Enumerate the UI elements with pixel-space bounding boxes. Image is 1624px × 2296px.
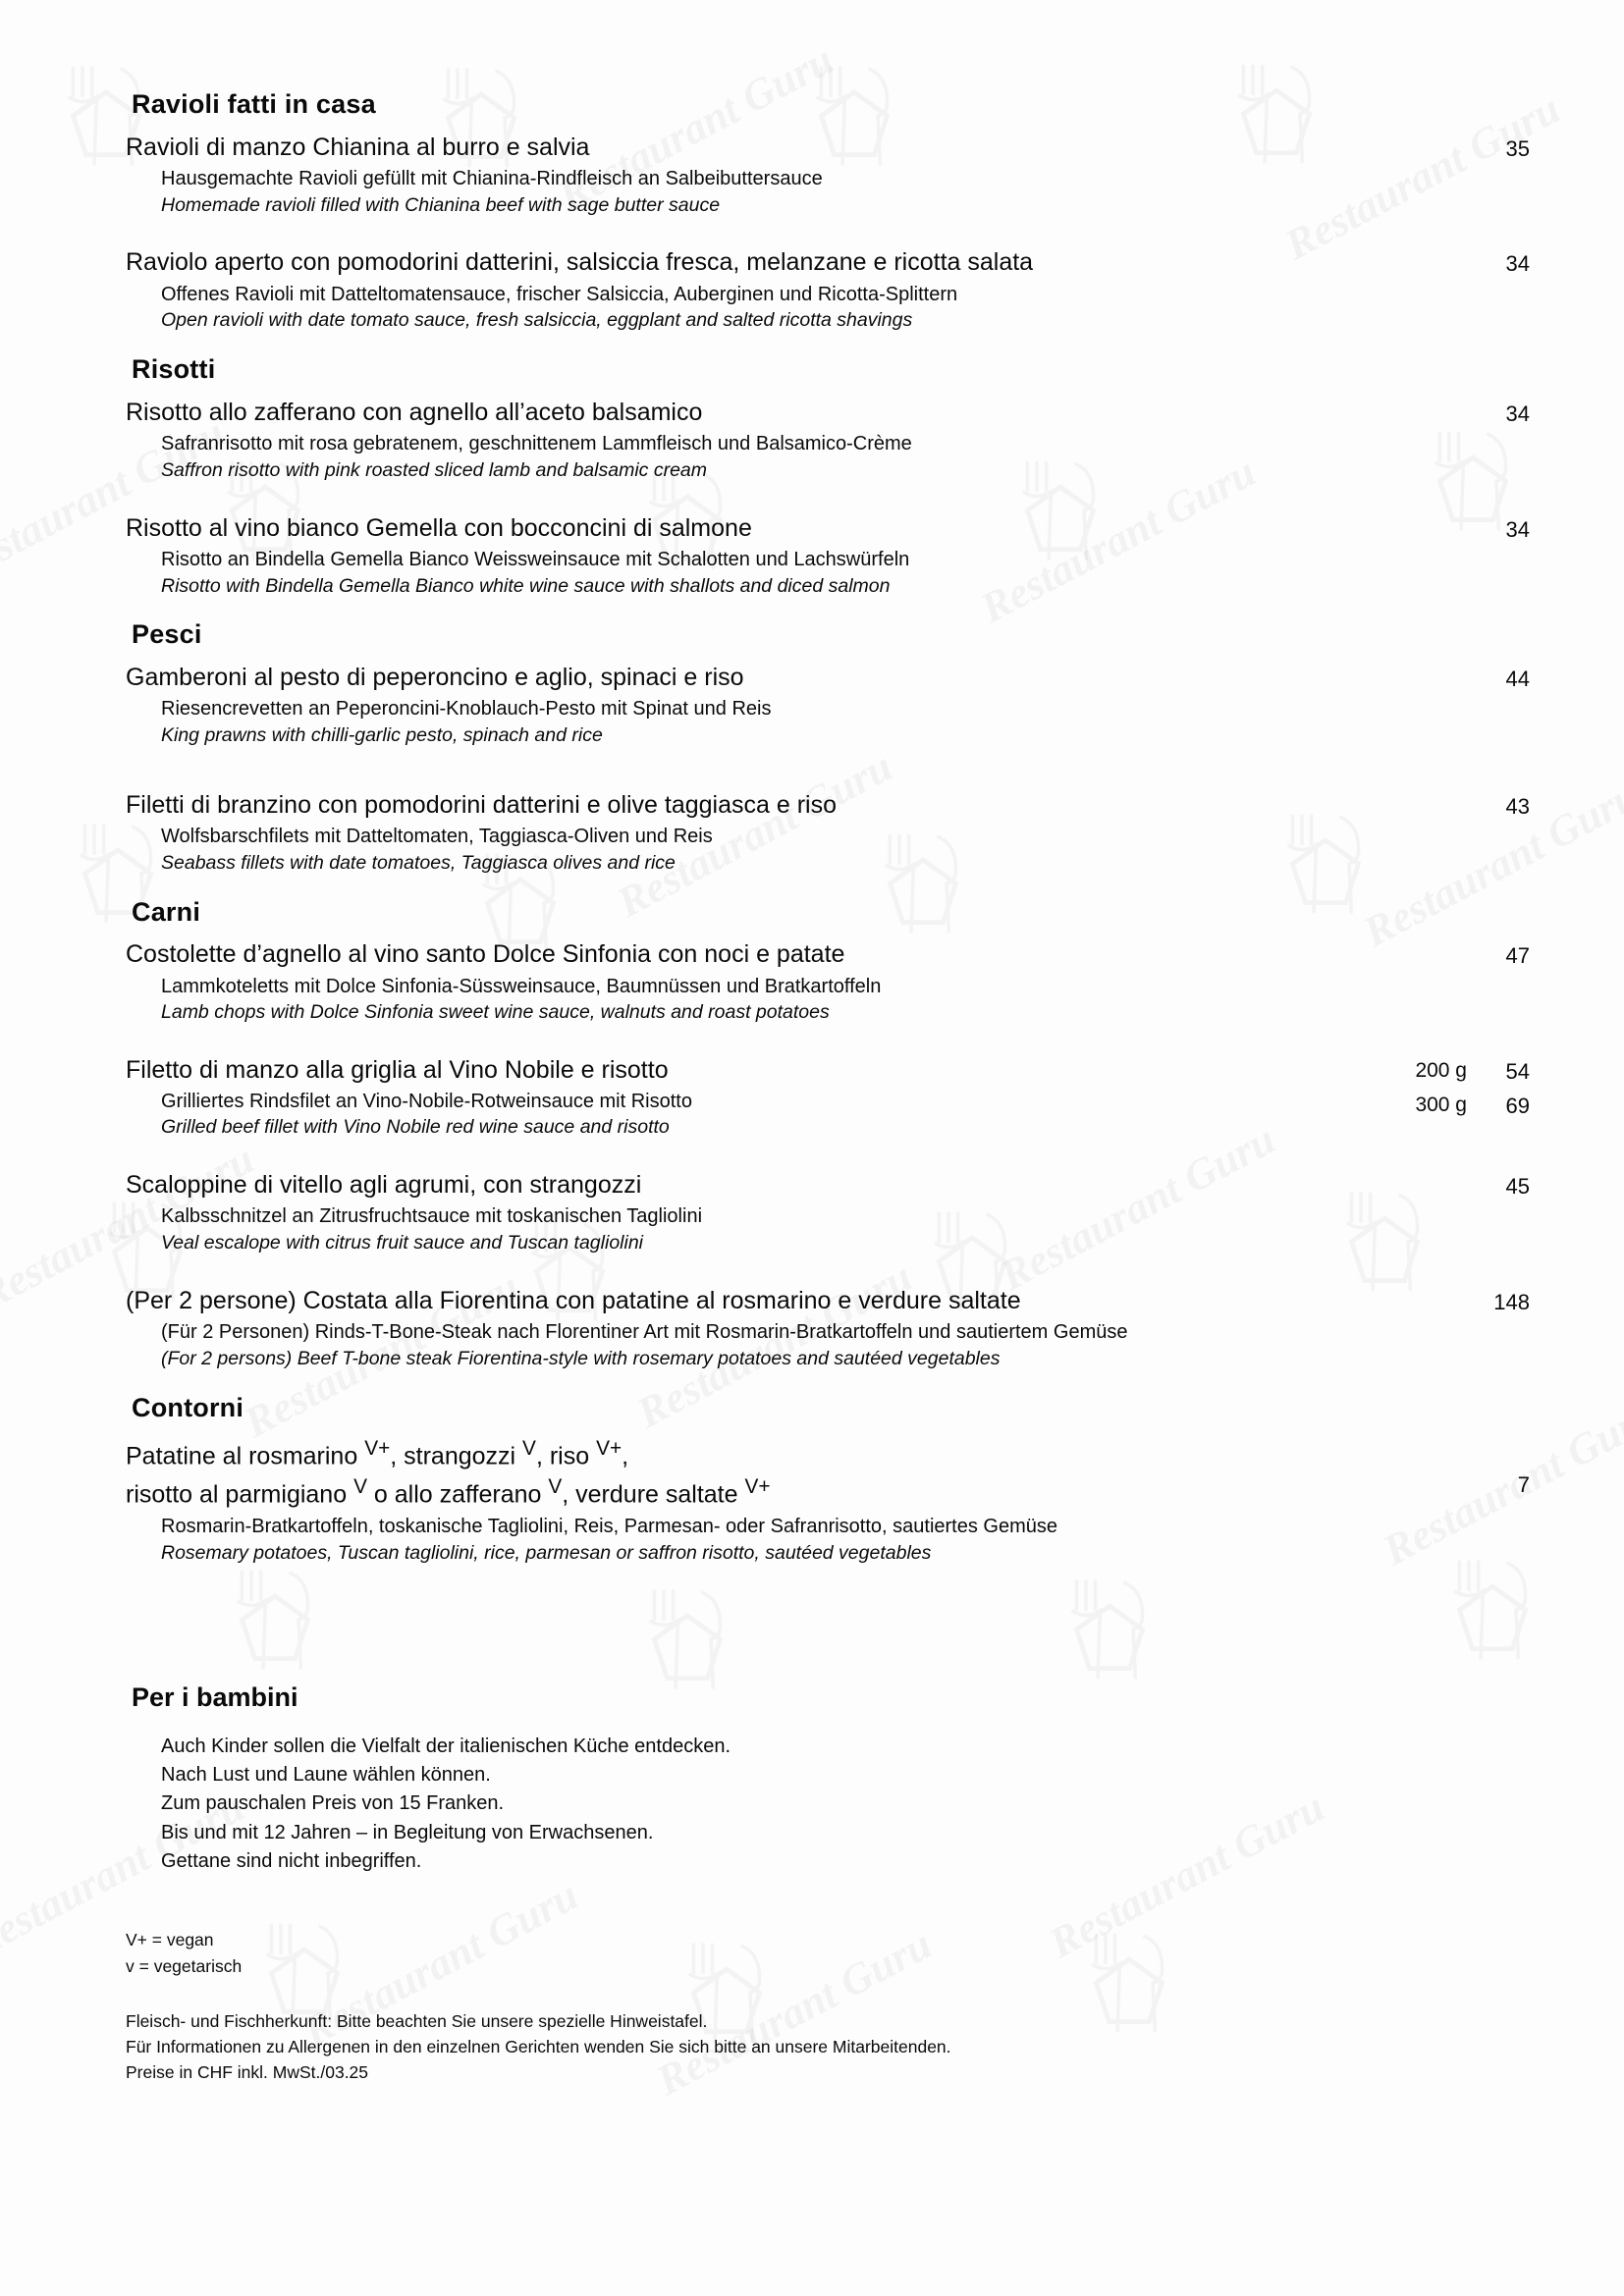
- menu-item-description-en: Open ravioli with date tomato sauce, fresh salsiccia, eggplant and salted ricotta shavings: [161, 309, 913, 332]
- menu-item-price: 7: [1517, 1472, 1530, 1498]
- menu-item-description-en: Veal escalope with citrus fruit sauce and Tuscan tagliolini: [161, 1231, 644, 1254]
- kids-line: Auch Kinder sollen die Vielfalt der italienischen Küche entdecken.: [161, 1735, 731, 1757]
- menu-item-title: Filetti di branzino con pomodorini datterini e olive taggiasca e riso: [126, 790, 837, 819]
- menu-item-description-de: Safranrisotto mit rosa gebratenem, geschnittenem Lammfleisch und Balsamico-Crème: [161, 433, 912, 455]
- menu-item-variant-price: 69: [1505, 1094, 1530, 1119]
- menu-item-description-en: Homemade ravioli filled with Chianina beef with sage butter sauce: [161, 193, 721, 216]
- section-heading-ravioli: Ravioli fatti in casa: [132, 89, 376, 119]
- menu-item-description-de: Lammkoteletts mit Dolce Sinfonia-Süssweinsauce, Baumnüssen und Bratkartoffeln: [161, 975, 882, 997]
- menu-item-title-line-2: [126, 1473, 1439, 1511]
- menu-item-title: Scaloppine di vitello agli agrumi, con strangozzi: [126, 1171, 642, 1200]
- contorni-text-c: , verdure saltate: [562, 1480, 745, 1508]
- section-heading-kids: Per i bambini: [132, 1682, 298, 1712]
- menu-item-title: (Per 2 persone) Costata alla Fiorentina con patatine al rosmarino e verdure saltate: [126, 1286, 1021, 1314]
- menu-item: [126, 790, 1530, 877]
- menu-item-variant-weight: 300 g: [1415, 1094, 1467, 1117]
- menu-item-description-en: Lamb chops with Dolce Sinfonia sweet wine sauce, walnuts and roast potatoes: [161, 1001, 830, 1024]
- menu-item: [126, 939, 1530, 1026]
- menu-item-title: Risotto allo zafferano con agnello all’aceto balsamico: [126, 398, 703, 426]
- menu-item-title: Gamberoni al pesto di peperoncino e aglio, spinaci e riso: [126, 664, 744, 692]
- menu-item: [126, 247, 1530, 334]
- menu-item-price: 35: [1505, 135, 1530, 161]
- menu-item: [126, 513, 1530, 600]
- footnote-origin: Fleisch- und Fischherkunft: Bitte beachten Sie unsere spezielle Hinweistafel.: [126, 2010, 708, 2031]
- menu-item-description-de: Hausgemachte Ravioli gefüllt mit Chianina-Rindfleisch an Salbeibuttersauce: [161, 167, 823, 189]
- menu-item: [126, 1286, 1530, 1372]
- diet-marker-vegan: V+: [364, 1437, 391, 1461]
- diet-marker-vegetarian: V: [353, 1474, 367, 1498]
- footnotes: [126, 2008, 1530, 2086]
- menu-item-price: 43: [1505, 793, 1530, 819]
- menu-item-price: 34: [1505, 516, 1530, 542]
- contorni-text-a: Patatine al rosmarino: [126, 1442, 365, 1470]
- menu-item-title-line-1: [126, 1435, 1439, 1472]
- footnote-allergens: Für Informationen zu Allergenen in den einzelnen Gerichten wenden Sie sich bitte an unsere Mitarbeitenden.: [126, 2037, 951, 2057]
- menu-item-description-de: Grilliertes Rindsfilet an Vino-Nobile-Rotweinsauce mit Risotto: [161, 1090, 692, 1112]
- menu-item-description-en: (For 2 persons) Beef T-bone steak Fiorentina-style with rosemary potatoes and sautéed vegetables: [161, 1347, 1001, 1369]
- menu-item-description-en: King prawns with chilli-garlic pesto, spinach and rice: [161, 723, 603, 746]
- contorni-text-b: o allo zafferano: [366, 1480, 549, 1508]
- menu-item-variant-weight: 200 g: [1415, 1059, 1467, 1083]
- footnote-prices: Preise in CHF inkl. MwSt./03.25: [126, 2062, 369, 2083]
- section-heading-contorni: Contorni: [132, 1392, 244, 1422]
- menu-item-price: 44: [1505, 667, 1530, 692]
- menu-item-price: 148: [1493, 1289, 1530, 1314]
- contorni-text-c: , riso: [535, 1442, 597, 1470]
- menu-item-title: Filetto di manzo alla griglia al Vino Nobile e risotto: [126, 1056, 669, 1085]
- menu-item-price: 34: [1505, 400, 1530, 426]
- kids-line: Gettane sind nicht inbegriffen.: [161, 1850, 422, 1873]
- menu-item: [126, 1055, 1530, 1141]
- menu-item: [126, 398, 1530, 484]
- menu-item-description-de: Riesencrevetten an Peperoncini-Knoblauch-Pesto mit Spinat und Reis: [161, 698, 772, 721]
- menu-item-price: 34: [1505, 251, 1530, 277]
- menu-item-title: Ravioli di manzo Chianina al burro e salvia: [126, 133, 590, 161]
- menu-item-price: 45: [1505, 1174, 1530, 1200]
- kids-line: Nach Lust und Laune wählen können.: [161, 1763, 491, 1786]
- section-heading-carni: Carni: [132, 896, 201, 927]
- contorni-text-b: , strangozzi: [390, 1442, 523, 1470]
- menu-item-title: Risotto al vino bianco Gemella con bocconcini di salmone: [126, 513, 752, 542]
- contorni-text-d: ,: [622, 1442, 629, 1470]
- diet-legend: [126, 1927, 1530, 1979]
- menu-item-description-de: (Für 2 Personen) Rinds-T-Bone-Steak nach Florentiner Art mit Rosmarin-Bratkartoffeln und sautiertem Gemüse: [161, 1321, 1128, 1344]
- contorni-text-a: risotto al parmigiano: [126, 1480, 354, 1508]
- diet-marker-vegan: V+: [744, 1474, 771, 1498]
- kids-line: Zum pauschalen Preis von 15 Franken.: [161, 1792, 505, 1815]
- section-heading-pesci: Pesci: [132, 619, 202, 650]
- menu-item: [126, 1170, 1530, 1256]
- menu-item-description-en: Grilled beef fillet with Vino Nobile red wine sauce and risotto: [161, 1116, 670, 1139]
- menu-item: [126, 1435, 1530, 1566]
- menu-item: [126, 663, 1530, 749]
- menu-item-description-en: Saffron risotto with pink roasted sliced lamb and balsamic cream: [161, 458, 707, 481]
- menu-item-description-de: Offenes Ravioli mit Datteltomatensauce, frischer Salsiccia, Auberginen und Ricotta-Splittern: [161, 283, 958, 305]
- kids-text-block: [161, 1733, 1530, 1877]
- menu-item-title: Costolette d’agnello al vino santo Dolce Sinfonia con noci e patate: [126, 940, 845, 969]
- diet-marker-vegan: V+: [596, 1437, 623, 1461]
- kids-line: Bis und mit 12 Jahren – in Begleitung von Erwachsenen.: [161, 1821, 654, 1843]
- menu-item-variant-price: 54: [1505, 1059, 1530, 1085]
- menu-item-title: Raviolo aperto con pomodorini datterini, salsiccia fresca, melanzane e ricotta salata: [126, 248, 1034, 277]
- menu-item-description-de: Risotto an Bindella Gemella Bianco Weissweinsauce mit Schalotten und Lachswürfeln: [161, 548, 910, 570]
- diet-marker-vegetarian: V: [522, 1437, 536, 1461]
- menu-item-description-en: Risotto with Bindella Gemella Bianco white wine sauce with shallots and diced salmon: [161, 574, 891, 597]
- legend-line-vegan: V+ = vegan: [126, 1930, 214, 1950]
- menu-item-description-en: Rosemary potatoes, Tuscan tagliolini, rice, parmesan or saffron risotto, sautéed vegetables: [161, 1541, 932, 1564]
- section-heading-risotti: Risotti: [132, 354, 216, 385]
- menu-item-description-de: Rosmarin-Bratkartoffeln, toskanische Tagliolini, Reis, Parmesan- oder Safranrisotto, sautiertes Gemüse: [161, 1516, 1057, 1537]
- menu-item-description-de: Wolfsbarschfilets mit Datteltomaten, Taggiasca-Oliven und Reis: [161, 826, 713, 848]
- legend-line-vegetarian: v = vegetarisch: [126, 1955, 243, 1976]
- diet-marker-vegetarian: V: [548, 1474, 563, 1498]
- menu-item-description-de: Kalbsschnitzel an Zitrusfruchtsauce mit toskanischen Tagliolini: [161, 1205, 703, 1228]
- menu-item: [126, 133, 1530, 219]
- menu-item-price: 47: [1505, 943, 1530, 969]
- menu-item-description-en: Seabass fillets with date tomatoes, Taggiasca olives and rice: [161, 851, 676, 874]
